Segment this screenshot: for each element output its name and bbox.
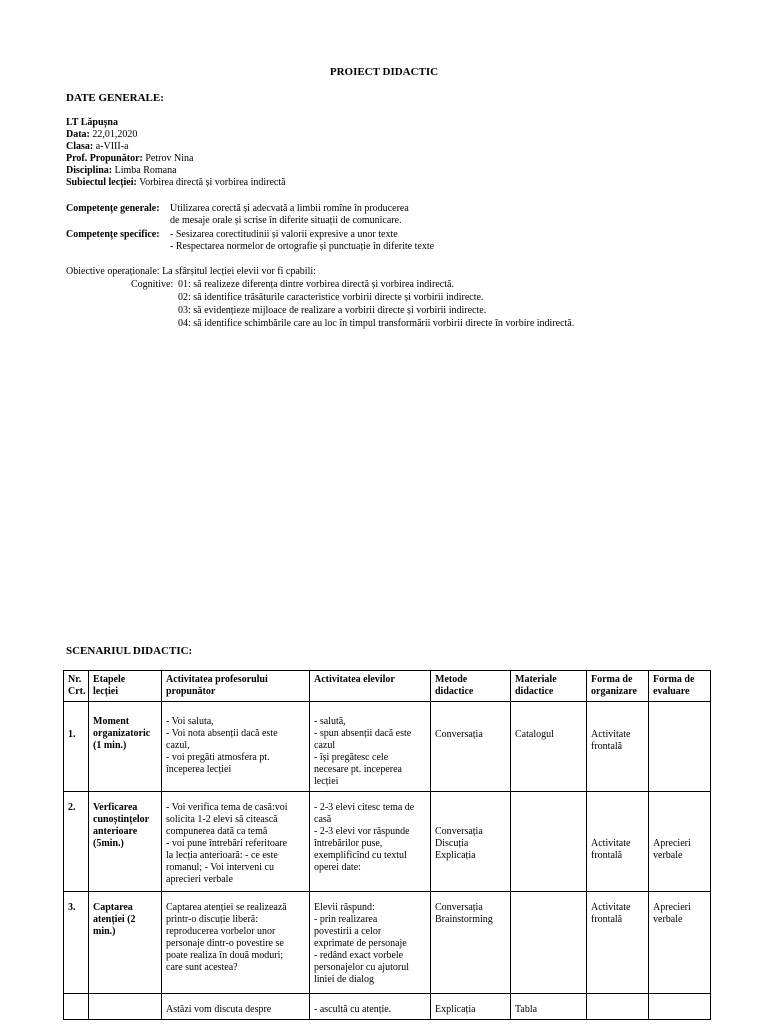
row-materials: Tabla	[511, 994, 587, 1020]
field-date	[66, 129, 137, 141]
table-row	[64, 702, 711, 792]
row-methods: Explicația	[431, 994, 511, 1020]
field-label: Clasa:	[66, 141, 94, 152]
header-cell-student-activity: Activitatea elevilor	[310, 671, 431, 702]
table-row	[64, 994, 711, 1020]
row-organization: Activitate frontală	[587, 792, 649, 892]
row-organization: Activitate frontală	[587, 892, 649, 994]
objective-item: 04: să identifice schimbările care au loc în timpul transformării vorbirii directe în vorbire indirectă.	[178, 318, 575, 329]
field-value: a-VIII-a	[95, 141, 129, 152]
row-number	[64, 994, 89, 1020]
header-cell-materials: Materiale didactice	[511, 671, 587, 702]
field-teacher	[66, 153, 193, 165]
row-student-activity: - salută, - spun absenții dacă este cazul - își pregătesc cele necesare pt. inceperea lecției	[310, 702, 431, 792]
field-discipline	[66, 165, 177, 177]
field-value: Petrov Nina	[145, 153, 194, 164]
table-header-row	[64, 671, 711, 702]
school-name: LT Lăpușna	[66, 117, 118, 128]
row-stage: Moment organizatoric (1 min.)	[89, 702, 162, 792]
row-teacher-activity: Astăzi vom discuta despre	[162, 994, 310, 1020]
row-student-activity: Elevii răspund: - prin realizarea povestirii a celor exprimate de personaje - redând exact vorbele personajelor cu ajutorul liniei de dialog	[310, 892, 431, 994]
table-row	[64, 792, 711, 892]
objectives-intro: Obiective operaționale: La sfârșitul lecției elevii vor fi cpabili:	[66, 266, 316, 277]
field-label: Data:	[66, 129, 90, 140]
field-label: Disciplina:	[66, 165, 113, 176]
row-materials	[511, 892, 587, 994]
row-student-activity: - 2-3 elevi citesc tema de casă - 2-3 elevi vor răspunde întrebărilor puse, exemplificînd cu textul operei date:	[310, 792, 431, 892]
row-number: 1.	[64, 702, 89, 792]
general-data-heading: DATE GENERALE:	[66, 92, 164, 104]
row-teacher-activity: - Voi saluta, - Voi nota absenții dacă este cazul, - voi pregăti atmosfera pt. începerea lecției	[162, 702, 310, 792]
row-number: 2.	[64, 792, 89, 892]
row-materials	[511, 792, 587, 892]
header-cell-stage: Etapele lecției	[89, 671, 162, 702]
row-evaluation: Aprecieri verbale	[649, 892, 711, 994]
row-student-activity: - ascultă cu atenție.	[310, 994, 431, 1020]
page-title: PROIECT DIDACTIC	[329, 66, 439, 78]
field-label: Prof. Propunător:	[66, 153, 143, 164]
header-cell-teacher-activity: Activitatea profesorului propunător	[162, 671, 310, 702]
general-competences-line: Utilizarea corectă și adecvată a limbii romîne în producerea	[170, 203, 409, 214]
row-methods: Conversația	[431, 702, 511, 792]
row-teacher-activity: - Voi verifica tema de casă:voi solicita 1-2 elevi să citească compunerea dată ca temă - voi pune întrebări referitoare la lecția anterioară: - ce este romanul; - Voi interveni cu aprecieri verbale	[162, 792, 310, 892]
header-cell-nr: Nr. Crt.	[64, 671, 89, 702]
row-organization: Activitate frontală	[587, 702, 649, 792]
specific-competences-line: - Sesizarea corectitudinii și valorii expresive a unor texte	[170, 229, 398, 240]
field-label: Subiectul lecției:	[66, 177, 137, 188]
row-materials: Catalogul	[511, 702, 587, 792]
objective-item: 02: să identifice trăsăturile caracteristice vorbirii directe și vorbirii indirecte.	[178, 292, 484, 303]
row-methods: Conversația Brainstorming	[431, 892, 511, 994]
row-teacher-activity: Captarea atenției se realizează printr-o discuție liberă: reproducerea vorbelor unor personaje dintr-o povestire se poate realiza în două moduri; care sunt acestea?	[162, 892, 310, 994]
field-value: 22,01,2020	[92, 129, 138, 140]
general-competences-label: Competențe generale:	[66, 203, 160, 214]
field-value: Vorbirea directă și vorbirea indirectă	[139, 177, 286, 188]
general-competences-line: de mesaje orale și scrise în diferite situații de comunicare.	[170, 215, 402, 226]
header-cell-methods: Metode didactice	[431, 671, 511, 702]
row-stage: Captarea atenției (2 min.)	[89, 892, 162, 994]
specific-competences-label: Competențe specifice:	[66, 229, 160, 240]
header-cell-organization: Forma de organizare	[587, 671, 649, 702]
row-evaluation	[649, 994, 711, 1020]
scenario-heading: SCENARIUL DIDACTIC:	[66, 645, 193, 657]
specific-competences-line: - Respectarea normelor de ortografie și punctuație în diferite texte	[170, 241, 435, 252]
field-value: Limba Romana	[114, 165, 177, 176]
row-evaluation	[649, 702, 711, 792]
row-stage: Verficarea cunoștințelor anterioare (5min.)	[89, 792, 162, 892]
scenario-table	[63, 670, 711, 1020]
objective-item: 01: să realizeze diferența dintre vorbirea directă și vorbirea indirectă.	[178, 279, 454, 290]
header-cell-evaluation: Forma de evaluare	[649, 671, 711, 702]
row-organization	[587, 994, 649, 1020]
field-subject	[66, 177, 286, 189]
row-evaluation: Aprecieri verbale	[649, 792, 711, 892]
row-number: 3.	[64, 892, 89, 994]
table-row	[64, 892, 711, 994]
objective-item: 03: să evidențieze mijloace de realizare a vorbirii directe și vorbirii indirecte.	[178, 305, 487, 316]
field-class	[66, 141, 128, 153]
objectives-cognitive-label: Cognitive:	[131, 279, 174, 290]
row-methods: Conversația Discuția Explicația	[431, 792, 511, 892]
row-stage	[89, 994, 162, 1020]
